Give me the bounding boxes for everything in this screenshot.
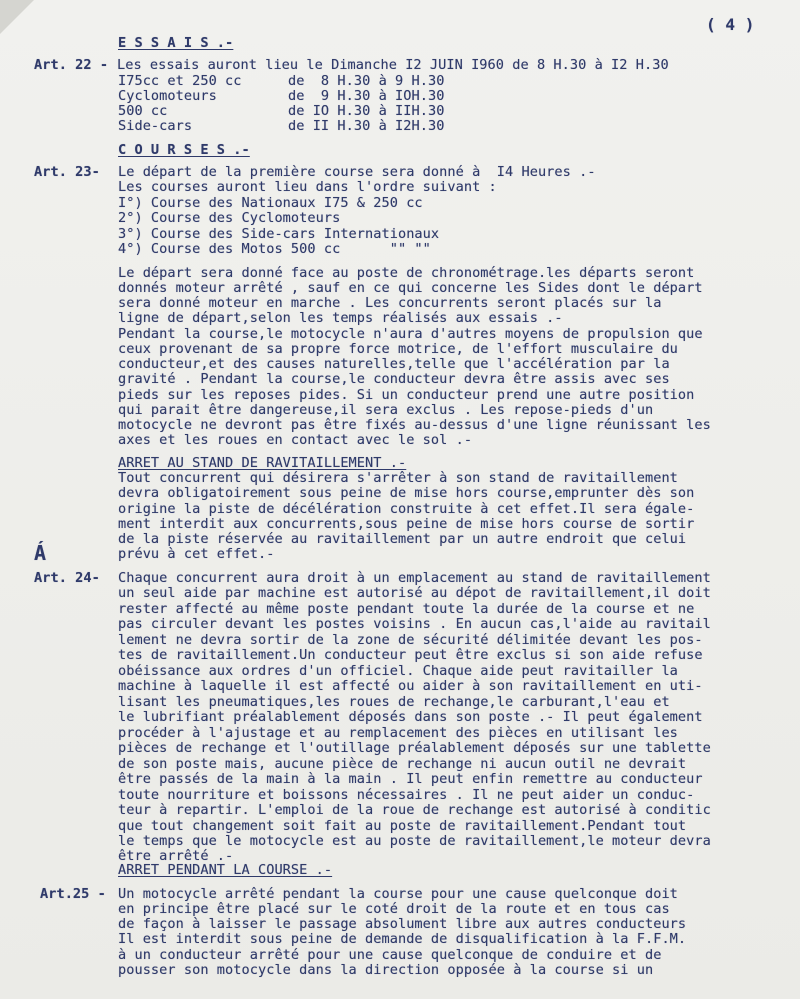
- article-23-line: 3°) Course des Side-cars Internationaux: [118, 226, 440, 242]
- article-25-line: en principe être placé sur le coté droit de la route et en tous cas: [118, 901, 670, 917]
- schedule-category: Cyclomoteurs: [118, 88, 217, 104]
- paragraph-line: Pendant la course,le motocycle n'aura d'autres moyens de propulsion que: [118, 326, 703, 342]
- paragraph-line: ceux provenant de sa propre force motrice, de l'effort musculaire du: [118, 341, 678, 357]
- paragraph-line: motocycle ne devront pas être fixés au-dessus d'une ligne réunissant les: [118, 417, 711, 433]
- schedule-category: Side-cars: [118, 118, 193, 134]
- article-24-line: être arrêté .-: [118, 848, 234, 864]
- article-23-line: 2°) Course des Cyclomoteurs: [118, 210, 341, 226]
- article-24-line: machine à laquelle il est affecté ou aider à son ravitaillement en uti-: [118, 678, 703, 694]
- article-22-intro: Les essais auront lieu le Dimanche I2 JUIN I960 de 8 H.30 à I2 H.30: [117, 57, 669, 73]
- stand-line: Tout concurrent qui désirera s'arrêter à son stand de ravitaillement: [118, 470, 678, 486]
- stand-line: origine la piste de décélération construite à cet effet.Il sera égale-: [118, 501, 695, 517]
- section-title-courses: C O U R S E S .-: [118, 142, 250, 158]
- paragraph-line: donnés moteur arrêté , sauf en ce qui concerne les Sides dont le départ: [118, 280, 703, 296]
- paragraph-line: axes et les roues en contact avec le sol .-: [118, 432, 473, 448]
- paragraph-line: qui parait être dangereuse,il sera exclus . Les repose-pieds d'un: [118, 402, 654, 418]
- article-25-line: de façon à laisser le passage absolument libre aux autres conducteurs: [118, 916, 687, 932]
- article-24-line: le temps que le motocycle est au poste de ravitaillement,le moteur devra: [118, 833, 711, 849]
- paragraph-line: Le départ sera donné face au poste de chronométrage.les départs seront: [118, 265, 695, 281]
- article-24-line: un seul aide par machine est autorisé au dépot de ravitaillement,il doit: [118, 585, 711, 601]
- paragraph-line: conducteur,et des causes naturelles,telle que l'accélération par la: [118, 356, 670, 372]
- section-title-essais: E S S A I S .-: [118, 35, 234, 51]
- article-25-line: pousser son motocycle dans la direction opposée à la course si un: [118, 962, 654, 978]
- paragraph-line: sera donné moteur en marche . Les concurrents seront placés sur la: [118, 295, 662, 311]
- article-25-line: Il est interdit sous peine de demande de disqualification à la F.F.M.: [118, 931, 687, 947]
- article-24-line: le lubrifiant préalablement déposés dans son poste .- Il peut également: [118, 709, 703, 725]
- article-24-line: obéissance aux ordres d'un officiel. Chaque aide peut ravitailler la: [118, 663, 678, 679]
- stop-heading: ARRET PENDANT LA COURSE .-: [118, 862, 333, 878]
- article-24-line: teur à repartir. L'emploi de la roue de rechange est autorisé à conditic: [118, 802, 711, 818]
- folded-corner: [0, 0, 34, 34]
- article-24-line: que tout changement soit fait au poste de ravitaillement.Pendant tout: [118, 818, 687, 834]
- margin-mark: Á: [34, 541, 47, 565]
- article-23-line: Le départ de la première course sera donné à I4 Heures .-: [118, 164, 596, 180]
- article-23-label: Art. 23-: [34, 164, 100, 180]
- article-24-line: lisant les pneumatiques,les roues de rechange,le carburant,l'eau et: [118, 694, 670, 710]
- article-24-line: rester affecté au même poste pendant toute la durée de la course et ne: [118, 601, 695, 617]
- article-24-line: pièces de rechange et l'outillage préalablement déposés sur une tablette: [118, 740, 711, 756]
- page-number: ( 4 ): [706, 15, 755, 34]
- article-24-line: toute nourriture et boissons nécessaires . Il ne peut aider un conduc-: [118, 787, 695, 803]
- paragraph-line: gravité . Pendant la course,le conducteur devra être assis avec ses: [118, 371, 670, 387]
- stand-line: devra obligatoirement sous peine de mise hors course,emprunter dès son: [118, 485, 695, 501]
- article-24-line: Chaque concurrent aura droit à un emplacement au stand de ravitaillement: [118, 570, 711, 586]
- article-24-line: pas circuler devant les postes voisins . En aucun cas,l'aide au ravitail: [118, 616, 711, 632]
- article-25-line: à un conducteur arrêté pour une cause quelconque de conduire et de: [118, 947, 662, 963]
- article-22-label: Art. 22 -: [34, 57, 109, 73]
- paragraph-line: pieds sur les reposes pides. Si un conducteur prend une autre position: [118, 387, 695, 403]
- article-24-line: être passés de la main à la main . Il peut enfin remettre au conducteur: [118, 771, 703, 787]
- article-23-line: 4°) Course des Motos 500 cc "" "": [118, 241, 431, 257]
- stand-line: prévu à cet effet.-: [118, 546, 275, 562]
- stand-heading: ARRET AU STAND DE RAVITAILLEMENT .-: [118, 455, 407, 471]
- schedule-time: de 8 H.30 à 9 H.30: [288, 73, 445, 89]
- schedule-time: de II H.30 à I2H.30: [288, 118, 445, 134]
- article-25-label: Art.25 -: [40, 886, 106, 902]
- schedule-time: de 9 H.30 à IOH.30: [288, 88, 445, 104]
- schedule-category: 500 cc: [118, 103, 168, 119]
- article-24-line: tes de ravitaillement.Un conducteur peut être exclus si son aide refuse: [118, 647, 703, 663]
- paragraph-line: ligne de départ,selon les temps réalisés aux essais .-: [118, 310, 563, 326]
- article-25-line: Un motocycle arrêté pendant la course pour une cause quelconque doit: [118, 886, 678, 902]
- article-23-line: I°) Course des Nationaux I75 & 250 cc: [118, 195, 423, 211]
- article-23-line: Les courses auront lieu dans l'ordre suivant :: [118, 179, 497, 195]
- stand-line: ment interdit aux concurrents,sous peine de mise hors course de sortir: [118, 516, 695, 532]
- article-24-label: Art. 24-: [34, 570, 100, 586]
- article-24-line: de son poste mais, aucune pièce de rechange ni aucun outil ne devrait: [118, 756, 687, 772]
- article-24-line: lement ne devra sortir de la zone de sécurité délimitée devant les pos-: [118, 632, 703, 648]
- article-24-line: procéder à l'ajustage et au remplacement des pièces en utilisant les: [118, 725, 678, 741]
- schedule-time: de IO H.30 à IIH.30: [288, 103, 445, 119]
- stand-line: de la piste réservée au ravitaillement par un autre endroit que celui: [118, 531, 687, 547]
- schedule-category: I75cc et 250 cc: [118, 73, 242, 89]
